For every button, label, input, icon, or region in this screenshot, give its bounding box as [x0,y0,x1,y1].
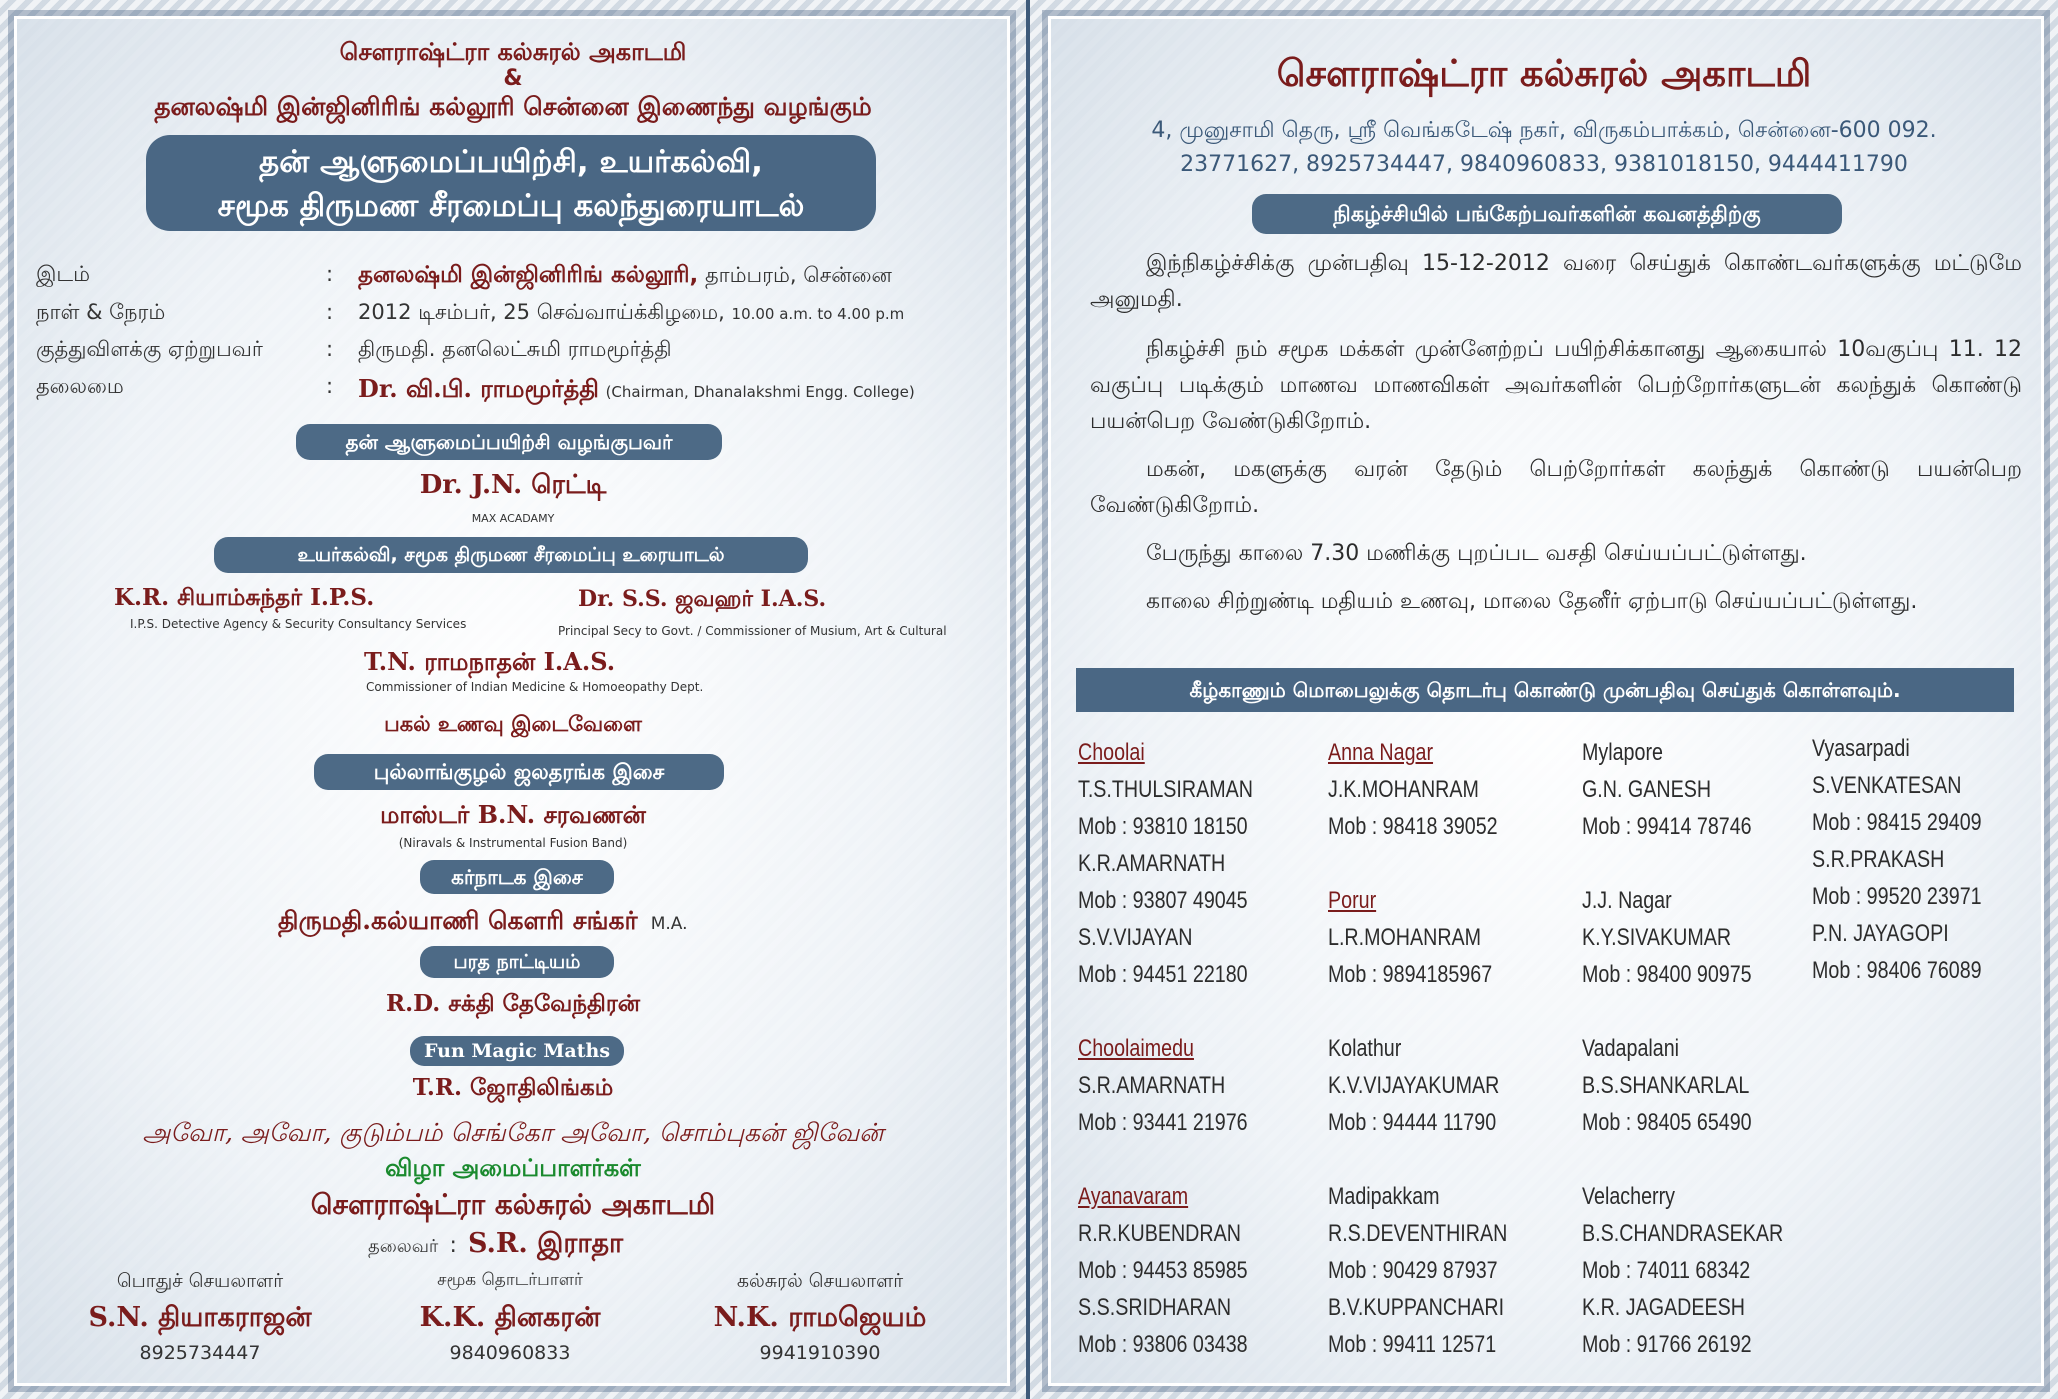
contact-mobile: Mob : 98406 76089 [1812,957,1982,984]
contact-mobile: Mob : 74011 68342 [1582,1257,1751,1284]
flute-artist: மாஸ்டர் B.N. சரவணன் [380,800,646,829]
invitation-right-page [1030,0,2058,1399]
carnatic-artist: திருமதி.கல்யாணி கௌரி சங்கர் [278,906,638,935]
organisers-label: விழா அமைப்பாளர்கள் [385,1154,641,1182]
para-bus: பேருந்து காலை 7.30 மணிக்கு புறப்பட வசதி செய்யப்பட்டுள்ளது. [1146,541,1807,566]
speaker-reddy-sub: MAX ACADAMY [471,512,555,525]
contact-name: P.N. JAYAGOPI [1812,920,1949,947]
contact-name: B.S.SHANKARLAL [1582,1072,1750,1099]
speaker-reddy: Dr. J.N. ரெட்டி [419,470,607,500]
contact-mobile: Mob : 94453 85985 [1078,1257,1248,1284]
para-students: நிகழ்ச்சி நம் சமூக மக்கள் முன்னேற்றப் பயிற்சிக்கானது ஆகையால் 10வகுப்பு 11. 12 வகுப்பு படிக்கும் மாணவ மாணவிகள் அவர்களின் பெற்றோர்களுடன் கலந்துக் கொண்டு பயன்பெற வேண்டுகிறோம். [1090,337,2022,434]
info-value [358,374,915,406]
venue-name: தனலஷ்மி இன்ஜினிரிங் கல்லூரி, [358,262,699,288]
right-org-title: சௌராஷ்ட்ரா கல்சுரல் அகாடமி [1276,52,1812,95]
area-label: Ayanavaram [1078,1183,1189,1210]
contact-name: B.V.KUPPANCHARI [1328,1294,1505,1321]
carnatic-artist-degree: M.A. [650,914,688,934]
contact-mobile: Mob : 93810 18150 [1078,813,1248,840]
area-label: Velacherry [1582,1183,1675,1210]
contact-name: R.S.DEVENTHIRAN [1328,1220,1508,1247]
contact-mobile: Mob : 98418 39052 [1328,813,1498,840]
president-name: S.R. இராதா [467,1228,624,1259]
area-label: J.J. Nagar [1582,887,1672,914]
officer-phone-1: 8925734447 [139,1342,261,1364]
president-colon: : [449,1233,457,1258]
contact-name: R.R.KUBENDRAN [1078,1220,1241,1247]
org-line: சௌராஷ்ட்ரா கல்சுரல் அகாடமி [339,38,687,66]
event-title-line2: சமூக திருமண சீரமைப்பு கலந்துரையாடல் [217,188,805,224]
contact-name: S.R.PRAKASH [1812,846,1945,873]
right-phones: 23771627, 8925734447, 9840960833, 9381018150, 9444411790 [1180,152,1908,177]
area-label: Vyasarpadi [1812,735,1910,762]
drama-title: அவோ, அவோ, குடும்பம் செங்கோ அவோ, சொம்புகன் ஜிவேன் [142,1118,884,1147]
area-label: Choolai [1078,739,1145,766]
president-row [368,1228,623,1263]
area-label: Vadapalani [1582,1035,1680,1062]
lunch-break: பகல் உணவு இடைவேளை [384,712,642,736]
pill-flute: புல்லாங்குழல் ஜலதரங்க இசை [314,754,724,790]
info-colon: : [326,300,334,324]
para-food: காலை சிற்றுண்டி மதியம் உணவு, மாலை தேனீர் ஏற்பாடு செய்யப்பட்டுள்ளது. [1146,589,1918,614]
magic-artist: T.R. ஜோதிலிங்கம் [412,1074,614,1101]
info-key: குத்துவிளக்கு ஏற்றுபவர் [36,337,263,361]
officer-name-1: S.N. தியாகராஜன் [88,1302,312,1333]
info-key: இடம் [36,262,91,286]
college-line: தனலஷ்மி இன்ஜினிரிங் கல்லூரி சென்னை இணைந்து வழங்கும் [154,92,872,121]
officer-phone-3: 9941910390 [759,1342,881,1364]
contact-name: K.V.VIJAYAKUMAR [1328,1072,1500,1099]
speaker-ramanathan: T.N. ராமநாதன் I.A.S. [364,647,616,676]
pill-higher-education: உயர்கல்வி, சமூக திருமண சீரமைப்பு உரையாடல் [214,537,808,573]
flute-artist-sub: (Niravals & Instrumental Fusion Band) [398,836,628,850]
area-label: Choolaimedu [1078,1035,1194,1062]
contact-mobile: Mob : 99411 12571 [1328,1331,1497,1358]
para-marriage: மகன், மகளுக்கு வரன் தேடும் பெற்றோர்கள் கலந்துக் கொண்டு பயன்பெற வேண்டுகிறோம். [1090,457,2022,518]
venue-place: தாம்பரம், சென்னை [698,263,892,287]
contact-mobile: Mob : 98415 29409 [1812,809,1982,836]
contact-mobile: Mob : 93807 49045 [1078,887,1248,914]
right-address: 4, முனுசாமி தெரு, ஸ்ரீ வெங்கடேஷ் நகர், விருகம்பாக்கம், சென்னை-600 092. [1151,118,1937,143]
pill-dance: பரத நாட்டியம் [420,946,614,978]
speaker-jawahar-sub: Principal Secy to Govt. / Commissioner of Musium, Art & Cultural [558,624,947,638]
contact-name: S.V.VIJAYAN [1078,924,1193,951]
contacts-col-4 [1812,730,1982,989]
pill-training: தன் ஆளுமைப்பயிற்சி வழங்குபவர் [296,424,722,460]
area-label: Anna Nagar [1328,739,1434,766]
speaker-ramanathan-sub: Commissioner of Indian Medicine & Homoeopathy Dept. [366,680,704,694]
contact-mobile: Mob : 93806 03438 [1078,1331,1248,1358]
booking-banner: கீழ்காணும் மொபைலுக்கு தொடர்பு கொண்டு முன்பதிவு செய்துக் கொள்ளவும். [1076,668,2014,712]
organisers-org: சௌராஷ்ட்ரா கல்சுரல் அகாடமி [310,1188,716,1221]
contact-mobile: Mob : 98405 65490 [1582,1109,1752,1136]
officer-name-3: N.K. ராமஜெயம் [713,1302,927,1333]
contacts-col-1 [1078,734,1253,1363]
speaker-shyamsundar-sub: I.P.S. Detective Agency & Security Consultancy Services [130,617,467,631]
area-label: Kolathur [1328,1035,1402,1062]
contact-mobile: Mob : 9894185967 [1328,961,1493,988]
speaker-shyamsundar: K.R. சியாம்சுந்தர் I.P.S. [114,584,375,611]
contact-name: S.VENKATESAN [1812,772,1962,799]
contact-name: K.R. JAGADEESH [1582,1294,1745,1321]
officer-name-2: K.K. தினகரன் [419,1302,601,1333]
info-value [358,300,904,327]
contact-mobile: Mob : 94451 22180 [1078,961,1248,988]
para-registration: இந்நிகழ்ச்சிக்கு முன்பதிவு 15-12-2012 வரை செய்துக் கொண்டவர்களுக்கு மட்டுமே அனுமதி. [1090,251,2022,312]
event-title-box [146,135,876,231]
contact-mobile: Mob : 91766 26192 [1582,1331,1752,1358]
info-key: நாள் & நேரம் [36,300,166,324]
contact-mobile: Mob : 98400 90975 [1582,961,1752,988]
officer-role-2: சமூக தொடர்பாளர் [437,1270,583,1290]
contact-mobile: Mob : 93441 21976 [1078,1109,1248,1136]
contact-name: K.Y.SIVAKUMAR [1582,924,1732,951]
chief-name: Dr. வி.பி. ராமமூர்த்தி [358,374,599,403]
info-colon: : [326,337,334,361]
contact-name: L.R.MOHANRAM [1328,924,1482,951]
contact-name: S.R.AMARNATH [1078,1072,1226,1099]
contact-name: J.K.MOHANRAM [1328,776,1479,803]
info-key: தலைமை [36,374,124,398]
contact-mobile: Mob : 90429 87937 [1328,1257,1498,1284]
pill-carnatic: கர்நாடக இசை [420,860,614,894]
contact-mobile: Mob : 99520 23971 [1812,883,1982,910]
chief-role: (Chairman, Dhanalakshmi Engg. College) [605,383,915,401]
event-date: 2012 டிசம்பர், 25 செவ்வாய்க்கிழமை, [358,300,725,324]
contact-name: S.S.SRIDHARAN [1078,1294,1232,1321]
info-colon: : [326,374,334,398]
president-label: தலைவர் [368,1236,439,1257]
carnatic-artist-row [278,906,688,939]
area-label: Madipakkam [1328,1183,1440,1210]
event-title-line1: தன் ஆளுமைப்பயிற்சி, உயர்கல்வி, [259,144,763,180]
amp-line: & [503,66,523,91]
area-label: Mylapore [1582,739,1663,766]
pill-attention: நிகழ்ச்சியில் பங்கேற்பவர்களின் கவனத்திற்கு [1252,194,1842,234]
contact-name: B.S.CHANDRASEKAR [1582,1220,1784,1247]
contact-mobile: Mob : 99414 78746 [1582,813,1752,840]
area-label: Porur [1328,887,1377,914]
contacts-col-2 [1328,734,1507,1363]
lamp-lighter: திருமதி. தனலெட்சுமி ராமமூர்த்தி [358,337,672,361]
officer-phone-2: 9840960833 [449,1342,571,1364]
officer-role-3: கல்சுரல் செயலாளர் [736,1270,904,1292]
info-value [358,262,892,291]
contact-name: G.N. GANESH [1582,776,1712,803]
dance-artist: R.D. சக்தி தேவேந்திரன் [386,990,640,1017]
officer-role-1: பொதுச் செயலாளர் [116,1270,284,1292]
info-colon: : [326,262,334,286]
contact-name: T.S.THULSIRAMAN [1078,776,1253,803]
speaker-jawahar: Dr. S.S. ஜவஹர் I.A.S. [578,586,827,612]
event-time: 10.00 a.m. to 4.00 p.m [731,305,905,323]
invitation-left-page [0,0,1026,1399]
contacts-col-3 [1582,734,1783,1363]
contact-mobile: Mob : 94444 11790 [1328,1109,1497,1136]
contact-name: K.R.AMARNATH [1078,850,1226,877]
pill-magic: Fun Magic Maths [410,1036,624,1066]
